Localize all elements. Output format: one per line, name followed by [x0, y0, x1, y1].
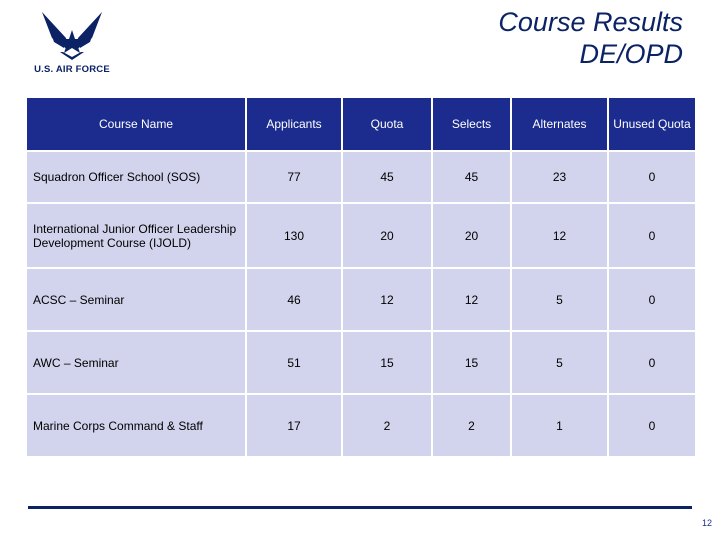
cell-course: International Junior Officer Leadership Development Course (IJOLD)	[26, 203, 246, 268]
page-number: 12	[701, 518, 712, 528]
title-line-1: Course Results	[498, 7, 683, 37]
table-row	[26, 394, 696, 457]
cell-applicants: 51	[246, 331, 342, 394]
cell-selects: 2	[432, 394, 511, 457]
cell-selects: 15	[432, 331, 511, 394]
cell-alternates: 5	[511, 268, 608, 331]
cell-unused: 0	[608, 331, 696, 394]
cell-selects: 12	[432, 268, 511, 331]
cell-quota: 45	[342, 151, 432, 203]
page-title	[498, 6, 683, 70]
course-results-table	[25, 96, 697, 458]
logo-text: U.S. AIR FORCE	[34, 64, 110, 75]
cell-course: ACSC – Seminar	[26, 268, 246, 331]
table-header-row	[26, 97, 696, 151]
header-unused-quota: Unused Quota	[608, 97, 696, 151]
cell-quota: 2	[342, 394, 432, 457]
cell-applicants: 17	[246, 394, 342, 457]
table-row	[26, 151, 696, 203]
cell-selects: 20	[432, 203, 511, 268]
table-row	[26, 268, 696, 331]
cell-alternates: 12	[511, 203, 608, 268]
header-alternates: Alternates	[511, 97, 608, 151]
cell-selects: 45	[432, 151, 511, 203]
usaf-hap-arnold-wings-icon	[28, 8, 116, 62]
title-line-2: DE/OPD	[579, 39, 683, 69]
cell-unused: 0	[608, 268, 696, 331]
cell-alternates: 23	[511, 151, 608, 203]
table-row	[26, 203, 696, 268]
cell-applicants: 130	[246, 203, 342, 268]
cell-course: Squadron Officer School (SOS)	[26, 151, 246, 203]
cell-quota: 15	[342, 331, 432, 394]
cell-alternates: 5	[511, 331, 608, 394]
cell-unused: 0	[608, 394, 696, 457]
cell-applicants: 77	[246, 151, 342, 203]
cell-quota: 20	[342, 203, 432, 268]
header-selects: Selects	[432, 97, 511, 151]
cell-quota: 12	[342, 268, 432, 331]
header-course-name: Course Name	[26, 97, 246, 151]
cell-alternates: 1	[511, 394, 608, 457]
cell-unused: 0	[608, 151, 696, 203]
cell-unused: 0	[608, 203, 696, 268]
cell-course: AWC – Seminar	[26, 331, 246, 394]
footer-divider	[28, 506, 692, 509]
header-applicants: Applicants	[246, 97, 342, 151]
usaf-logo	[28, 8, 116, 76]
table-row	[26, 331, 696, 394]
header-quota: Quota	[342, 97, 432, 151]
cell-applicants: 46	[246, 268, 342, 331]
cell-course: Marine Corps Command & Staff	[26, 394, 246, 457]
